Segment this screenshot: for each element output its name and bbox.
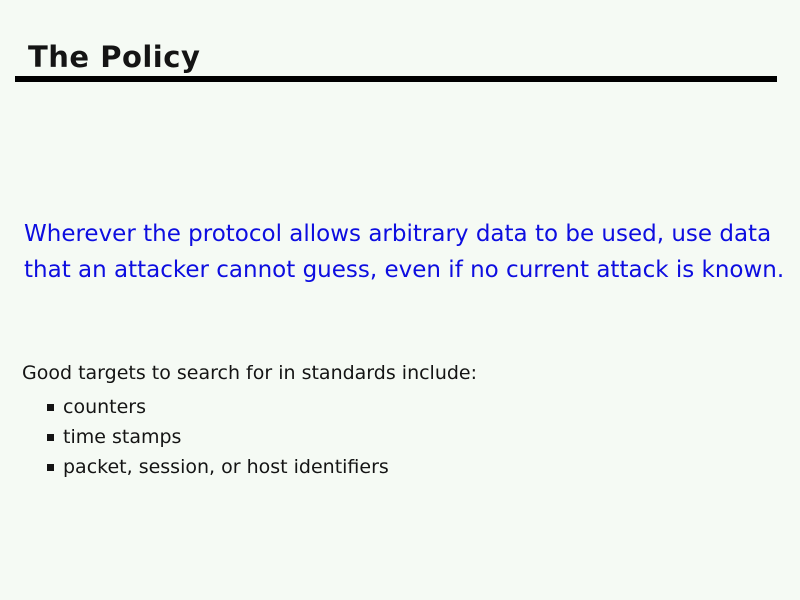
square-bullet-icon — [47, 464, 54, 471]
list-item — [47, 422, 389, 452]
square-bullet-icon — [47, 404, 54, 411]
policy-statement-line-1: Wherever the protocol allows arbitrary data to be used, use data — [24, 221, 772, 247]
list-item-label: packet, session, or host identifiers — [63, 456, 389, 478]
targets-heading: Good targets to search for in standards include: — [22, 362, 478, 384]
policy-statement — [24, 216, 784, 288]
list-item — [47, 392, 389, 422]
slide-title: The Policy — [28, 40, 201, 74]
list-item — [47, 452, 389, 482]
list-item-label: time stamps — [63, 426, 182, 448]
square-bullet-icon — [47, 434, 54, 441]
policy-statement-line-2: that an attacker cannot guess, even if no current attack is known. — [24, 257, 785, 283]
targets-list — [47, 392, 389, 482]
title-rule-divider — [15, 76, 777, 82]
list-item-label: counters — [63, 396, 147, 418]
